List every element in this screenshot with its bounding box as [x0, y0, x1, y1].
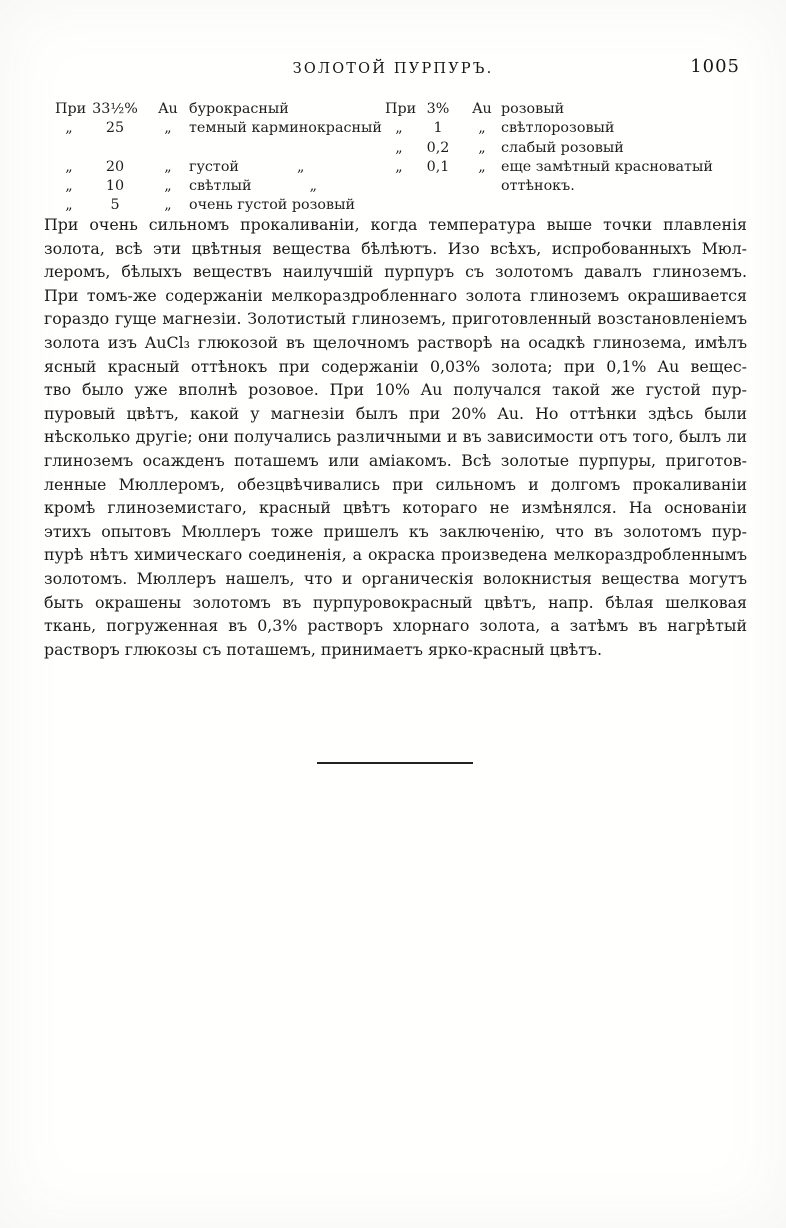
paragraph-line: золотомъ. Мюллеръ нашелъ, что и органическія волокнистыя вещества могутъ: [44, 568, 747, 588]
table-row: [385, 158, 747, 177]
paragraph-line: быть окрашены золотомъ въ пурпуровокрасный цвѣтъ, напр. бѣлая шелковая: [44, 592, 747, 612]
color-desc-text: темный карминокрасный: [189, 120, 382, 137]
au-cell: „: [478, 139, 486, 156]
color-desc-cell: [189, 119, 385, 158]
prep-cell: „: [65, 120, 73, 137]
au-cell: [463, 177, 501, 196]
color-desc-cell: [501, 139, 747, 158]
amount-cell: 5: [110, 197, 120, 214]
color-desc-cell: [501, 119, 747, 138]
au-cell: „: [478, 158, 486, 175]
paragraph-line: тво было уже вполнѣ розовое. При 10% Au получался такой же густой пур-: [44, 380, 747, 400]
color-desc-text: густой: [189, 158, 239, 175]
prep-cell: „: [395, 139, 403, 156]
paragraph-line: При очень сильномъ прокаливаніи, когда температура выше точки плавленія: [44, 215, 747, 234]
au-cell: „: [164, 197, 172, 214]
table-row: [385, 139, 747, 158]
amount-cell: 3%: [426, 101, 450, 117]
amount-cell: [413, 177, 463, 196]
running-title: ЗОЛОТОЙ ПУРПУРЪ.: [292, 61, 494, 77]
table-row: [385, 177, 747, 196]
prep-cell: При: [385, 101, 417, 117]
amount-cell: 20: [105, 158, 125, 175]
table-row: [55, 177, 385, 196]
paragraph-line: пурѣ нѣтъ химическаго соединенія, а окраска произведена мелкораздробленнымъ: [44, 545, 747, 565]
color-desc-text: свѣтлый: [189, 178, 252, 195]
au-cell: Au: [472, 101, 492, 117]
color-desc-text: свѣтлорозовый: [501, 120, 615, 137]
page-number: 1005: [690, 56, 740, 77]
paragraph-line: золота, всѣ эти цвѣтныя вещества бѣлѣютъ. Изо всѣхъ, испробованныхъ Мюл-: [44, 238, 747, 258]
section-divider-rule: [317, 762, 473, 764]
au-cell: „: [164, 178, 172, 195]
color-desc-text: бурокрасный: [189, 101, 289, 117]
amount-cell: 33½%: [92, 101, 138, 117]
prep-cell: [385, 177, 413, 196]
color-desc-text: розовый: [501, 101, 565, 117]
prep-cell: „: [395, 158, 403, 175]
paragraph-line: ткань, погруженная въ 0,3% растворъ хлорнаго золота, а затѣмъ въ нагрѣтый: [44, 616, 747, 636]
color-desc-text: слабый розовый: [501, 139, 624, 156]
paragraph-line: растворъ глюкозы съ поташемъ, принимаетъ ярко-красный цвѣтъ.: [44, 639, 603, 659]
paragraph-line: глиноземъ осажденъ поташемъ или аміакомъ. Всѣ золотые пурпуры, приготов-: [44, 450, 747, 470]
amount-cell: 1: [433, 120, 443, 137]
color-desc-cell: [189, 158, 385, 177]
prep-cell: „: [395, 120, 403, 137]
paragraph-line: кромѣ глиноземистаго, красный цвѣтъ котораго не измѣнялся. На основаніи: [44, 498, 747, 518]
color-desc-cell: [189, 100, 385, 119]
table-row: [55, 100, 385, 119]
paragraph-line: леромъ, бѣлыхъ веществъ наилучшій пурпуръ съ золотомъ давалъ глиноземъ.: [44, 262, 747, 282]
amount-cell: 25: [105, 120, 125, 137]
amount-cell: 10: [105, 178, 125, 195]
color-desc-cell: [501, 100, 747, 119]
prep-cell: „: [65, 158, 73, 175]
color-desc-cell: [189, 177, 385, 196]
table-row: [55, 158, 385, 177]
paragraph-line: нѣсколько другіе; они получались различными и въ зависимости отъ того, былъ ли: [44, 427, 747, 447]
ditto-mark: „: [296, 158, 305, 175]
table-row: [385, 119, 747, 138]
color-desc-text: оттѣнокъ.: [501, 178, 575, 195]
paragraph-line: пуровый цвѣтъ, какой у магнезіи былъ при 20% Au. Но оттѣнки здѣсь были: [44, 403, 747, 423]
au-cell: „: [164, 120, 172, 137]
au-cell: Au: [158, 101, 178, 117]
color-desc-cell: [501, 158, 747, 177]
paragraph-line: гораздо гуще магнезіи. Золотистый глиноземъ, приготовленный возстановленіемъ: [44, 309, 747, 329]
main-paragraph: [44, 213, 747, 661]
ditto-mark: „: [309, 178, 317, 195]
au-cell: „: [478, 120, 486, 137]
paragraph-line: При томъ-же содержаніи мелкораздробленнаго золота глиноземъ окрашивается: [44, 285, 747, 305]
amount-cell: 0,2: [426, 139, 450, 156]
table-row: [55, 119, 385, 158]
paragraph-line: золота изъ AuCl₃ глюкозой въ щелочномъ растворѣ на осадкѣ глинозема, имѣлъ: [44, 332, 747, 352]
paragraph-line: ясный красный оттѣнокъ при содержаніи 0,03% золота; при 0,1% Au вещес-: [44, 356, 747, 376]
color-desc-cell: [501, 177, 747, 196]
paragraph-line: этихъ опытовъ Мюллеръ тоже пришелъ къ заключенію, что въ золотомъ пур-: [44, 521, 747, 541]
amount-cell: 0,1: [426, 158, 450, 175]
paragraph-line: ленные Мюллеромъ, обезцвѣчивались при сильномъ и долгомъ прокаливаніи: [44, 474, 747, 494]
prep-cell: При: [55, 101, 87, 117]
prep-cell: „: [65, 197, 73, 214]
color-desc-text: еще замѣтный красноватый: [501, 158, 713, 175]
au-cell: „: [164, 158, 172, 175]
table-row: [385, 100, 747, 119]
prep-cell: „: [65, 178, 73, 195]
color-desc-text: очень густой розовый: [189, 197, 355, 214]
